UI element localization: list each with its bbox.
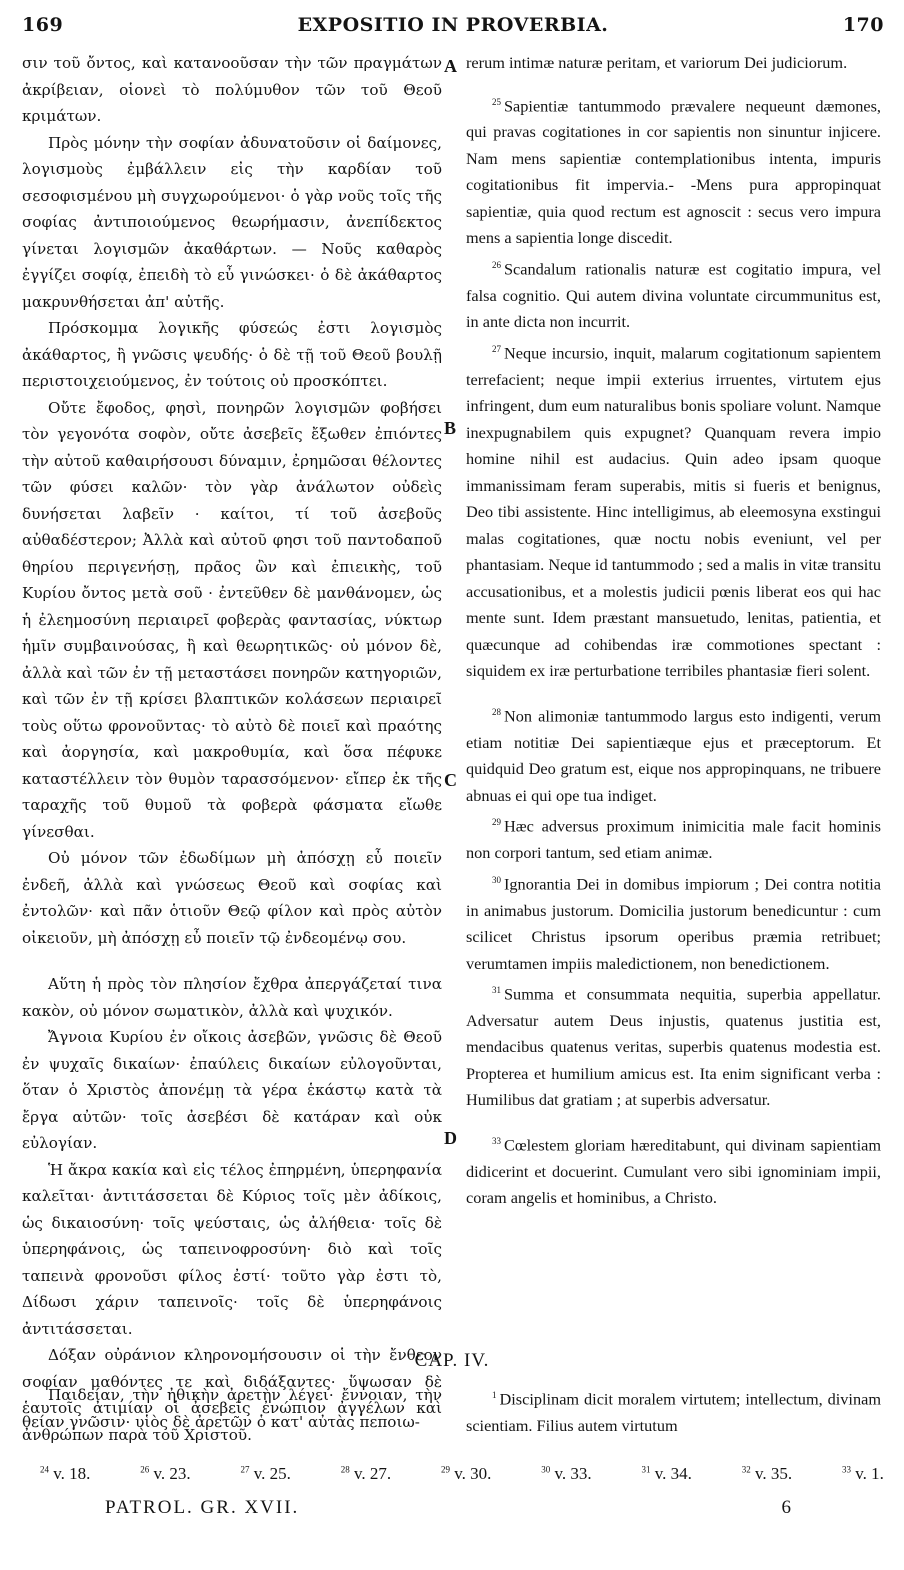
page-footer	[105, 1497, 793, 1519]
verse-number: 29	[492, 817, 501, 828]
reference-note: $^{29}$ v. 30.	[441, 1464, 492, 1483]
scripture-references	[40, 1464, 884, 1484]
latin-paragraph: $^{27}$ Neque incursio, inquit, malarum cogitationum sapientem terrefacient; neque impii exterius irruentes, virtutem ejus infringent, dum eum naturalibus bonis spoliare volunt. Namque inexpugnabilem quis expugnet? Quanquam revera impio homine nihil est audacius. Quin adeo ipsam quoque immanissimam feram superabis, mitis si fueris et benignus, Deo tibi assistente. Hinc intelligimus, ab eleemosyna exstingui malas cogitationes, quæ noctu nobis eveniunt, vel per phantasiam. Neque id tantummodo ; sed a malis in vitæ transitu accusationibus, et a molestis judicii pœnis liberat eos qui hac mente sunt. Idem præstant mansuetudo, lenitas, patientia, et quæcunque ad cohibendas iræ commotiones spectant : siquidem ex iræ perturbatione terribiles phantasiæ fieri solent.	[466, 343, 881, 681]
greek-paragraph: Πρόσκομμα λογικῆς φύσεώς ἐστι λογισμὸς ἀκάθαρτος, ἢ γνῶσις ψευδής· ὁ δὲ τῇ τοῦ Θεοῦ βουλῇ περιστοιχειούμενος, ἐν τούτοις οὐ προσκόπτει.	[22, 319, 442, 390]
greek-paragraph: Οὐ μόνον τῶν ἐδωδίμων μὴ ἀπόσχῃ εὖ ποιεῖν ἐνδεῆ, ἀλλὰ καὶ γνώσεως Θεοῦ καὶ σοφίας καὶ ἐντολῶν· καὶ πᾶν ὁτιοῦν Θεῷ φίλον καὶ πρὸς αὐτὸν οἰκειοῦν, μὴ ἀπόσχῃ εὖ ποιεῖν τῷ ἐνδεομένῳ σου.	[22, 849, 442, 947]
greek-paragraph: Αὕτη ἡ πρὸς τὸν πλησίον ἔχθρα ἀπεργάζεταί τινα κακὸν, οὐ μόνον σωματικὸν, ἀλλὰ καὶ ψυχικόν.	[22, 975, 442, 1020]
running-header	[22, 10, 884, 40]
reference-note: $^{28}$ v. 27.	[340, 1464, 392, 1483]
page-number-right: 170	[842, 14, 884, 36]
verse-number: 33	[492, 1135, 501, 1146]
latin-paragraph: $^{33}$ Cœlestem gloriam hæreditabunt, qui divinam sapientiam didicerint et docuerint. Cumulant vero sibi ignominiam impii, coram angelis et hominibus, a Christo.	[466, 1135, 881, 1208]
greek-paragraph: σιν τοῦ ὄντος, καὶ κατανοοῦσαν τὴν τῶν πραγμάτων ἀκρίβειαν, οἱονεὶ τὸ πολύμυθον τῶν τοῦ Θεοῦ κριμάτων.	[22, 54, 442, 125]
page-title: EXPOSITIO IN PROVERBIA.	[297, 14, 609, 36]
reference-note: $^{26}$ v. 23.	[140, 1464, 191, 1483]
reference-note: $^{31}$ v. 34.	[641, 1464, 692, 1483]
latin-paragraph: rerum intimæ naturæ peritam, et variorum Dei judiciorum.	[466, 53, 848, 72]
latin-paragraph: $^1$ Disciplinam dicit moralem virtutem; intellectum, divinam scientiam. Filius autem virtutum	[466, 1389, 881, 1435]
margin-letter-a: A	[444, 56, 457, 76]
margin-letter-d: D	[444, 1128, 457, 1148]
gathering-signature: 6	[781, 1497, 793, 1518]
greek-paragraph: Ἄγνοια Κυρίου ἐν οἴκοις ἀσεβῶν, γνῶσις δὲ Θεοῦ ἐν ψυχαῖς δικαίων· ἐπαύλεις δικαίων εὐλογοῦνται, ὅταν ὁ Χριστὸς ἀπονέμῃ τὰ γέρα ἑκάστῳ κατὰ τὰ ἔργα αὐτῶν· τοῖς ἀσεβέσι δὲ κατάραν καὶ οὐκ εὐλογίαν.	[22, 1028, 442, 1152]
margin-letter-c: C	[444, 770, 457, 790]
margin-letter-b: B	[444, 418, 457, 438]
chapter-latin-column	[466, 1382, 881, 1439]
verse-number: 1	[492, 1390, 497, 1400]
greek-paragraph: Ἡ ἄκρα κακία καὶ εἰς τέλος ἐπηρμένη, ὑπερηφανία καλεῖται· ἀντιτάσσεται δὲ Κύριος τοῖς μὲν ἀδίκοις, ὡς δικαιοσύνη· τοῖς ψεύσταις, ὡς ἀλήθεια· τοῖς δὲ ὑπερηφάνοις, ὡς ταπεινοφροσύνη· διὸ καὶ τοῖς ταπεινὰ φρονοῦσι φίλος ἐστί· τοῦτο γὰρ ἐστι τὸ, Δίδωσι χάριν ταπεινοῖς· τοῖς δὲ ὑπερηφάνοις ἀντιτάσσεται.	[22, 1160, 442, 1338]
reference-note: $^{32}$ v. 35.	[741, 1464, 793, 1483]
greek-column	[22, 50, 442, 1448]
verse-number: 30	[492, 874, 501, 885]
page-number-left: 169	[22, 14, 64, 36]
greek-paragraph: Οὔτε ἔφοδος, φησὶ, πονηρῶν λογισμῶν φοβήσει τὸν γεγονότα σοφὸν, οὔτε ἀσεβεῖς ἔξωθεν ἐπιόντες τὴν αὐτοῦ καθαιρήσουσι δύναμιν, ἐρημῶσαι θέλοντες τῶν φύσει καλῶν· τὸν γὰρ ἀνάλωτον οὐδεὶς δυνήσεται λαβεῖν · καίτοι, τί τοῦ ἀσεβοῦς αὐθαδέστερον; Ἀλλὰ καὶ αὐτοῦ φησι τοῦ παντοδαποῦ θηρίου περιγενήσῃ, πρᾶος ὢν καὶ ἐπιεικὴς, τοῦ Κυρίου ὄντος μετὰ σοῦ · ἐντεῦθεν δὲ μανθάνομεν, ὡς ἡ ἐλεημοσύνη περιαιρεῖ φοβερὰς φαντασίας, νύκτωρ ἡμῖν συμβαινούσας, ἢ καὶ θεωρητικῶς· οὐ μόνον δὲ, ἀλλὰ καὶ τῶν ἐν τῇ μεταστάσει πονηρῶν κατηγοριῶν, καὶ τῶν ἐν τῇ κρίσει βλαπτικῶν κολάσεων περιαιρεῖ τοὺς οὕτω φρονοῦντας· τὸ αὐτὸ δὲ ποιεῖ καὶ πραότης καὶ ἀοργησία, καὶ μακροθυμία, καὶ ὅσα πέφυκε καταστέλλειν τὸν θυμὸν ταρασσόμενον· εἴπερ ἐκ τῆς ταραχῆς τοῦ θυμοῦ τὰ φοβερὰ φάσματα εἴωθε γίνεσθαι.	[22, 398, 442, 841]
greek-paragraph: Δόξαν οὐράνιον κληρονομήσουσιν οἱ τὴν ἔνθεον σοφίαν μαθόντες τε καὶ διδάξαντες· ὕψωσαν δὲ ἑαυτοῖς ἀτιμίαν οἱ ἀσεβεῖς ἐνώπιον ἀγγέλων καὶ ἀνθρώπων παρὰ τοῦ Χριστοῦ.	[22, 1346, 442, 1444]
reference-note: $^{24}$ v. 18.	[40, 1464, 91, 1483]
verse-number: 28	[492, 706, 501, 717]
latin-paragraph: $^{31}$ Summa et consummata nequitia, superbia appellatur. Adversatur autem Deus injustis, quatenus justitia est, mendacibus quatenus veritas, superbis quatenus modestia est. Propterea et humilium amicus est. Ita enim significant verba : Humilibus dat gratiam ; at superbis adversatur.	[466, 984, 881, 1110]
latin-paragraph: $^{30}$ Ignorantia Dei in domibus impiorum ; Dei contra notitia in animabus justorum. Domicilia justorum benedicuntur : cum scilicet Christus ipsorum operibus præmia retribuet; verumtamen impiis maledictionem, non benedictionem.	[466, 874, 881, 973]
chapter-heading: CAP. IV.	[414, 1350, 490, 1371]
latin-column	[466, 50, 881, 1212]
verse-number: 26	[492, 259, 501, 270]
latin-paragraph: $^{26}$ Scandalum rationalis naturæ est cogitatio impura, vel falsa cognitio. Qui autem divina voluntate circummunitus est, in ante dicta non incurrit.	[466, 259, 881, 332]
verse-number: 25	[492, 96, 501, 107]
greek-paragraph: Πρὸς μόνην τὴν σοφίαν ἀδυνατοῦσιν οἱ δαίμονες, λογισμοὺς ἐμβάλλειν εἰς τὴν καρδίαν τοῦ σεσοφισμένου μὴ συγχωρούμενοι· ὁ γὰρ νοῦς τοῖς τῆς σοφίας ἀντιποιούμενος θεωρήμασιν, ἀνεπίδεκτος γίνεται λογισμῶν ἀκαθάρτων. — Νοῦς καθαρὸς ἐγγίζει σοφίᾳ, ἐπειδὴ τὸ εὖ γινώσκει· ὁ δὲ ἀκάθαρτος μακρυνθήσεται ἀπ' αὐτῆς.	[22, 133, 442, 311]
latin-paragraph: $^{28}$ Non alimoniæ tantummodo largus esto indigenti, verum etiam notitiæ Dei sapientiæque ejus et præceptorum. Et quidquid Deo gratum est, eique nos appropinquans, ne tribuere abnuas ei qui ope tua indiget.	[466, 706, 881, 805]
series-signature: PATROL. GR. XVII.	[105, 1497, 300, 1518]
verse-number: 31	[492, 985, 501, 996]
reference-note: $^{30}$ v. 33.	[541, 1464, 592, 1483]
latin-paragraph: $^{29}$ Hæc adversus proximum inimicitia male facit hominis non corpori tantum, sed etiam animæ.	[466, 816, 881, 863]
chapter-greek-column	[22, 1382, 442, 1435]
latin-paragraph: $^{25}$ Sapientiæ tantummodo prævalere nequeunt dæmones, qui pravas cogitationes in cor sapientis non sinuntur injicere. Nam mens sapientiæ contemplationibus intenta, impuris cogitationibus fit impervia.- -Mens pura appropinquat sapientiæ, quia quod rectum est agnoscit : secus vero impura mens a sapientia longe discedit.	[466, 95, 881, 248]
greek-paragraph: Παιδείαν, τὴν ἠθικὴν ἀρετὴν λέγει· ἔννοιαν, τὴν θείαν γνῶσιν· υἱὸς δὲ ἀρετῶν ὁ κατ' αὐτὰς πεποιω-	[22, 1386, 442, 1431]
reference-note: $^{27}$ v. 25.	[240, 1464, 291, 1483]
reference-note: $^{33}$ v. 1.	[842, 1464, 884, 1483]
verse-number: 27	[492, 343, 501, 354]
